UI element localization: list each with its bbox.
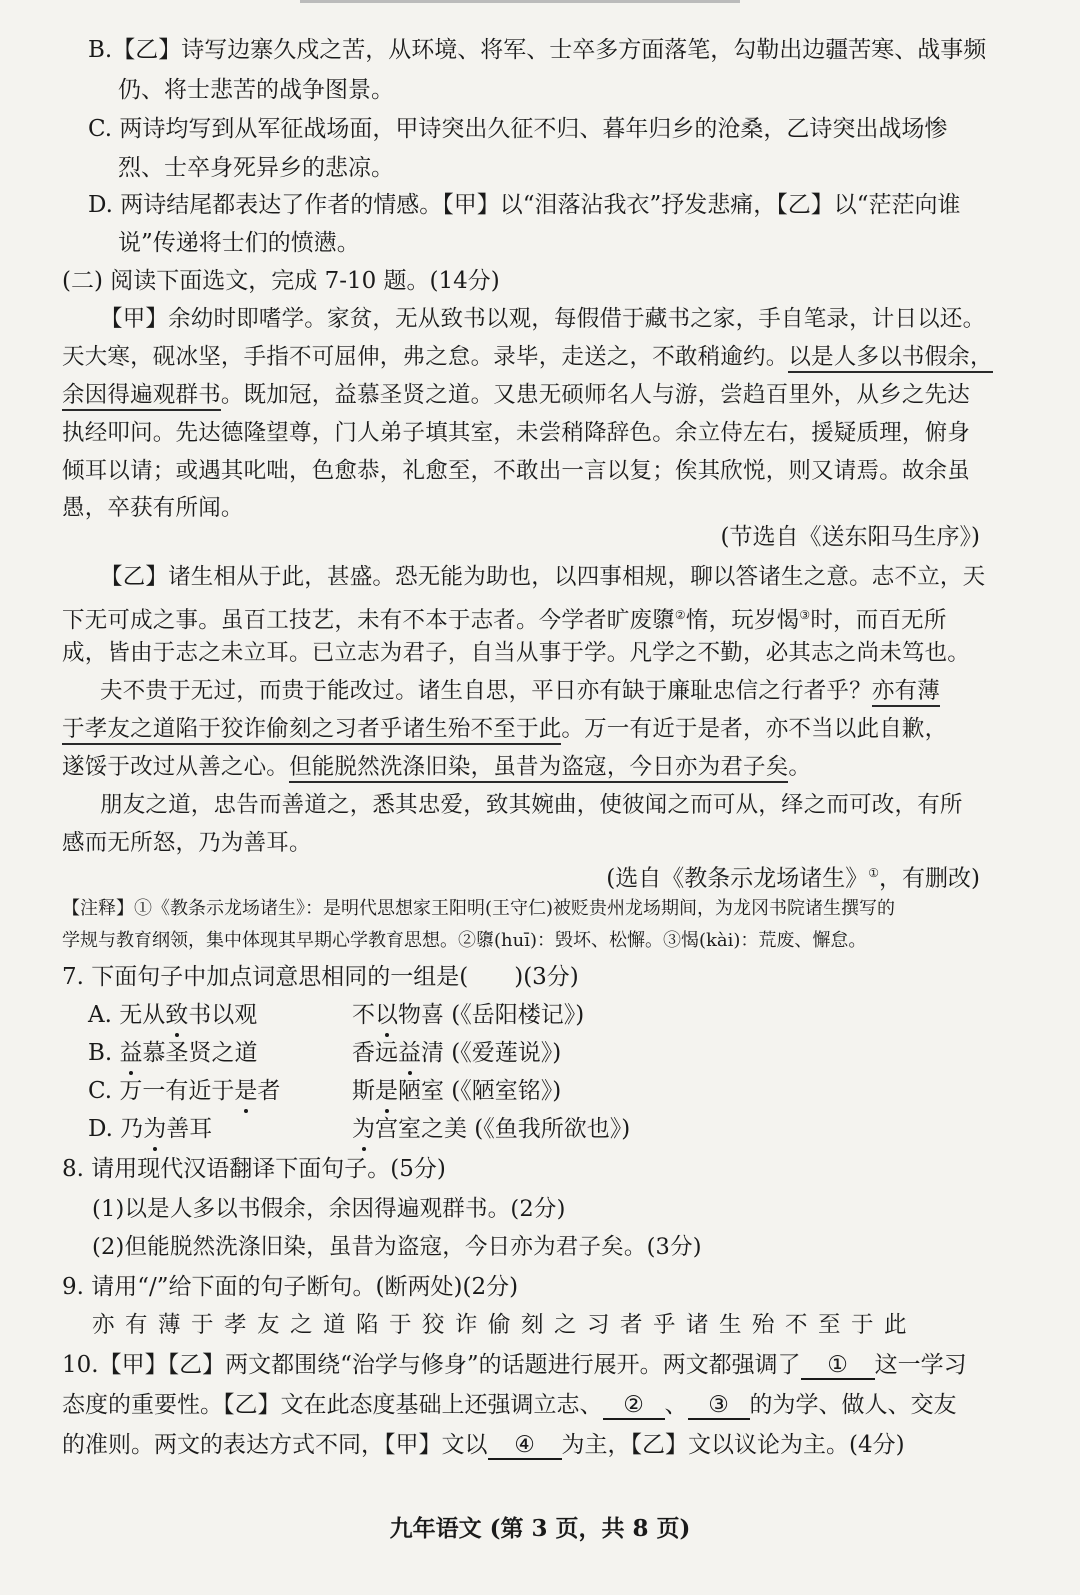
q7-d-right-post: 宫室之美 (《鱼我所欲也》) bbox=[375, 1116, 631, 1142]
q7-d-left-post: 善耳 bbox=[166, 1116, 213, 1142]
annotation-line2: 学规与教育纲领，集中体现其早期心学教育思想。②隳(huī)：毁坏、松懈。③愒(kài)：荒废、懈怠。 bbox=[62, 930, 867, 951]
q7-option-d-right bbox=[352, 1114, 630, 1144]
q7-option-b-left bbox=[88, 1038, 258, 1068]
q8-sentence-2: (2)但能脱然洗涤旧染，虽昔为盗寇，今日亦为君子矣。(3分) bbox=[92, 1234, 702, 1260]
q7-b-right-post: 清 (《爱莲说》) bbox=[421, 1040, 562, 1066]
page-footer: 九年语文 (第 3 页，共 8 页) bbox=[389, 1515, 691, 1542]
q6-option-b-line2: 仍、将士悲苦的战争图景。 bbox=[118, 77, 394, 103]
q7-b-left-pre: B. bbox=[88, 1040, 120, 1066]
q7-c-left-pre: C. 万一有近于 bbox=[88, 1078, 235, 1104]
passage-yi-p1-line3: 成，皆由于志之未立耳。已立志为君子，自当从事于学。凡学之不勤，必其志之尚未笃也。 bbox=[62, 640, 971, 666]
footnote-ref-2: ② bbox=[674, 608, 686, 622]
q6-option-d-line1: D. 两诗结尾都表达了作者的情感。【甲】以“泪落沾我衣”抒发悲痛，【乙】以“茫茫向谁 bbox=[88, 192, 961, 218]
passage-yi-underlined-1: 亦有薄 bbox=[872, 678, 940, 707]
section2-header: (二) 阅读下面选文，完成 7-10 题。(14分) bbox=[62, 268, 500, 294]
q10-line1-text: 10.【甲】【乙】两文都围绕“治学与修身”的话题进行展开。两文都强调了 bbox=[62, 1352, 801, 1378]
q7-d-left-pre: D. 乃 bbox=[88, 1116, 144, 1142]
q7-stem: 7. 下面句子中加点词意思相同的一组是( )(3分) bbox=[62, 964, 579, 990]
passage-jia-source: (节选自《送东阳马生序》) bbox=[720, 524, 980, 550]
passage-jia-underlined-1: 以是人多以书假余， bbox=[788, 344, 992, 373]
q10-line2-end: 的为学、做人、交友 bbox=[749, 1392, 957, 1418]
q10-line2 bbox=[62, 1390, 957, 1420]
q7-c-right-dotted: 是 bbox=[375, 1078, 398, 1104]
passage-jia-line4: 执经叩问。先达德隆望尊，门人弟子填其室，未尝稍降辞色。余立侍左右，援疑质理，俯身 bbox=[62, 420, 971, 446]
passage-jia-line3-text: 。既加冠，益慕圣贤之道。又患无硕师名人与游，尝趋百里外，从乡之先达 bbox=[220, 382, 971, 408]
passage-yi-p2-line1 bbox=[100, 676, 940, 706]
passage-yi-p2-line1-text: 夫不贵于无过，而贵于能改过。诸生自思，平日亦有缺于廉耻忠信之行者乎？ bbox=[100, 678, 872, 704]
passage-jia-line3 bbox=[62, 380, 970, 410]
q7-a-right-post: 物喜 (《岳阳楼记》) bbox=[398, 1002, 585, 1028]
q7-b-right-pre: 香远 bbox=[352, 1040, 398, 1066]
passage-yi-source-b: ，有删改) bbox=[879, 865, 980, 892]
q7-d-left-dotted: 为 bbox=[143, 1116, 167, 1142]
passage-yi-p2-line3-end: 。 bbox=[788, 754, 812, 780]
q10-line3 bbox=[62, 1430, 905, 1460]
passage-yi-p2-line3-text: 遂馁于改过从善之心。 bbox=[62, 754, 290, 780]
passage-yi-p3-line2: 感而无所怒，乃为善耳。 bbox=[62, 830, 312, 856]
q7-option-a-right bbox=[352, 1000, 584, 1030]
q7-c-left-post: 者 bbox=[257, 1078, 281, 1104]
q7-option-b-right bbox=[352, 1038, 561, 1068]
passage-yi-p2-line2-text: 。万一有近于是者，亦不当以此自歉， bbox=[561, 716, 948, 742]
passage-yi-p1-line2-a: 下无可成之事。虽百工技艺，未有不本于志者。今学者旷废隳 bbox=[62, 607, 675, 634]
q7-a-left-dotted: 致 bbox=[165, 1002, 189, 1028]
q10-line1 bbox=[62, 1350, 967, 1380]
passage-yi-source bbox=[606, 858, 980, 894]
passage-yi-p1-line2 bbox=[62, 600, 947, 636]
annotation-line1: 【注释】①《教条示龙场诸生》：是明代思想家王阳明(王守仁)被贬贵州龙场期间，为龙冈书院诸生撰写的 bbox=[62, 898, 896, 919]
q6-option-c-line2: 烈、士卒身死异乡的悲凉。 bbox=[118, 155, 394, 181]
passage-jia-line2 bbox=[62, 342, 993, 372]
q10-blank-3[interactable]: ③ bbox=[688, 1392, 750, 1420]
q10-line2-sep: 、 bbox=[664, 1392, 688, 1418]
passage-jia-line6: 愚，卒获有所闻。 bbox=[62, 495, 244, 521]
passage-yi-p1-line1: 【乙】诸生相从于此，甚盛。恐无能为助也，以四事相规，聊以答诸生之意。志不立，天 bbox=[100, 564, 986, 590]
passage-yi-p2-line2 bbox=[62, 714, 947, 744]
passage-jia-line1: 【甲】余幼时即嗜学。家贫，无从致书以观，每假借于藏书之家，手自笔录，计日以还。 bbox=[100, 306, 986, 332]
q7-a-left-post: 书以观 bbox=[188, 1002, 258, 1028]
q8-stem: 8. 请用现代汉语翻译下面句子。(5分) bbox=[62, 1156, 446, 1182]
q6-option-d-line2: 说”传递将士们的愤懑。 bbox=[118, 230, 360, 256]
passage-jia-line2-text: 天大寒，砚冰坚，手指不可屈伸，弗之怠。录毕，走送之，不敢稍逾约。 bbox=[62, 344, 789, 370]
q7-c-left-dotted: 是 bbox=[234, 1078, 258, 1104]
q10-line3-text: 的准则。两文的表达方式不同，【甲】文以 bbox=[62, 1432, 488, 1458]
passage-yi-p1-line2-c: 时，而百无所 bbox=[810, 607, 947, 634]
q7-b-left-post: 慕圣贤之道 bbox=[142, 1040, 258, 1066]
passage-yi-p1-line2-b: 惰，玩岁愒 bbox=[685, 607, 800, 634]
q7-d-right-dotted: 为 bbox=[352, 1116, 375, 1142]
passage-jia-underlined-2: 余因得遍观群书 bbox=[62, 382, 221, 411]
passage-yi-p3-line1: 朋友之道，忠告而善道之，悉其忠爱，致其婉曲，使彼闻之而可从，绎之而可改，有所 bbox=[100, 792, 963, 818]
passage-yi-p2-line3 bbox=[62, 752, 811, 782]
q10-blank-2[interactable]: ② bbox=[603, 1392, 665, 1420]
q7-b-right-dotted: 益 bbox=[398, 1040, 421, 1066]
q10-line2-text: 态度的重要性。【乙】文在此态度基础上还强调立志、 bbox=[62, 1392, 603, 1418]
q7-option-a-left bbox=[88, 1000, 257, 1030]
q10-blank-4[interactable]: ④ bbox=[488, 1432, 562, 1460]
q9-sentence: 亦有薄于孝友之道陷于狡诈偷刻之习者乎诸生殆不至于此 bbox=[92, 1312, 918, 1338]
q10-line1-end: 这一学习 bbox=[874, 1352, 967, 1378]
footnote-ref-3: ③ bbox=[799, 608, 811, 622]
q7-a-right-pre: 不 bbox=[352, 1002, 375, 1028]
q7-option-c-right bbox=[352, 1076, 561, 1106]
q6-option-b-line1: B.【乙】诗写边寨久戍之苦，从环境、将军、士卒多方面落笔，勾勒出边疆苦寒、战事频 bbox=[88, 37, 987, 63]
q7-c-right-pre: 斯 bbox=[352, 1078, 375, 1104]
passage-yi-source-a: (选自《教条示龙场诸生》 bbox=[606, 865, 869, 892]
passage-jia-line5: 倾耳以请；或遇其叱咄，色愈恭，礼愈至，不敢出一言以复；俟其欣悦，则又请焉。故余虽 bbox=[62, 458, 971, 484]
q7-c-right-post: 陋室 (《陋室铭》) bbox=[398, 1078, 562, 1104]
top-edge-line bbox=[300, 0, 740, 3]
q8-sentence-1: (1)以是人多以书假余，余因得遍观群书。(2分) bbox=[92, 1196, 566, 1222]
q7-a-left-pre: A. 无从 bbox=[88, 1002, 166, 1028]
q9-stem: 9. 请用“/”给下面的句子断句。(断两处)(2分) bbox=[62, 1274, 519, 1300]
q10-blank-1[interactable]: ① bbox=[801, 1352, 875, 1380]
footnote-ref-1: ① bbox=[868, 866, 880, 880]
q7-a-right-dotted: 以 bbox=[375, 1002, 398, 1028]
q7-b-left-dotted: 益 bbox=[119, 1040, 143, 1066]
passage-yi-underlined-3: 但能脱然洗涤旧染，虽昔为盗寇，今日亦为君子矣 bbox=[289, 754, 788, 783]
passage-yi-underlined-2: 于孝友之道陷于狡诈偷刻之习者乎诸生殆不至于此 bbox=[62, 716, 561, 745]
q10-line3-end: 为主，【乙】文以议论为主。(4分) bbox=[561, 1432, 905, 1458]
q6-option-c-line1: C. 两诗均写到从军征战场面，甲诗突出久征不归、暮年归乡的沧桑，乙诗突出战场惨 bbox=[88, 116, 948, 142]
q7-option-d-left bbox=[88, 1114, 212, 1144]
q7-option-c-left bbox=[88, 1076, 280, 1106]
